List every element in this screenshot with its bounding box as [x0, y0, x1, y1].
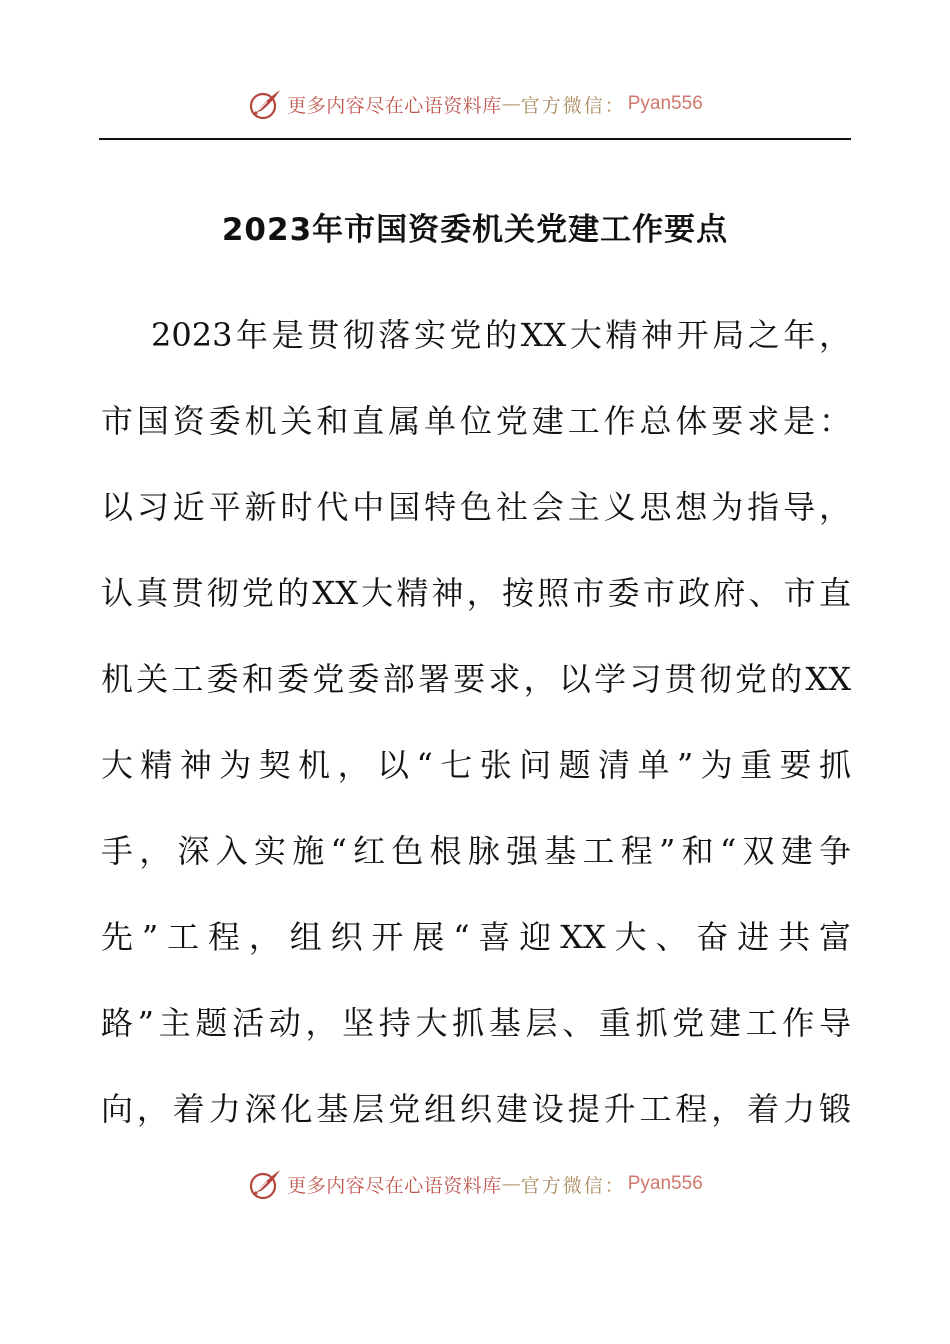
document-body: [101, 312, 851, 1172]
body-line-3: 以习近平新时代中国特色社会主义思想为指导，: [101, 488, 851, 526]
body-line-7: 手，深入实施“红色根脉强基工程”和“双建争: [101, 832, 851, 870]
banner-separator: —: [501, 1173, 521, 1195]
quill-logo-icon: [247, 86, 283, 122]
body-line-8: 先”工程，组织开展“喜迎XX大、奋进共富: [101, 918, 851, 956]
banner-wechat-label: 官方微信：: [520, 94, 626, 117]
banner-separator: —: [501, 93, 521, 115]
body-line-10: 向，着力深化基层党组织建设提升工程，着力锻: [101, 1090, 851, 1128]
body-line-9: 路”主题活动，坚持大抓基层、重抓党建工作导: [101, 1004, 851, 1042]
body-line-2: 市国资委机关和直属单位党建工作总体要求是：: [101, 402, 851, 440]
banner-wechat-id: Pyan556: [627, 93, 703, 114]
banner-slogan: 更多内容尽在心语资料库: [287, 1174, 502, 1197]
document-title: 2023年市国资委机关党建工作要点: [221, 212, 729, 248]
header-divider: [99, 138, 851, 140]
banner-wechat-label: 官方微信：: [520, 1174, 626, 1197]
body-line-1: 2023年是贯彻落实党的XX大精神开局之年，: [151, 316, 851, 354]
quill-logo-icon: [247, 1166, 283, 1202]
header-banner: [0, 82, 950, 126]
body-line-6: 大精神为契机，以“七张问题清单”为重要抓: [101, 746, 851, 784]
body-line-4: 认真贯彻党的XX大精神，按照市委市政府、市直: [101, 574, 851, 612]
footer-banner: [0, 1162, 950, 1206]
banner-wechat-id: Pyan556: [627, 1173, 703, 1194]
body-line-5: 机关工委和委党委部署要求，以学习贯彻党的XX: [101, 660, 851, 698]
banner-slogan: 更多内容尽在心语资料库: [287, 94, 502, 117]
